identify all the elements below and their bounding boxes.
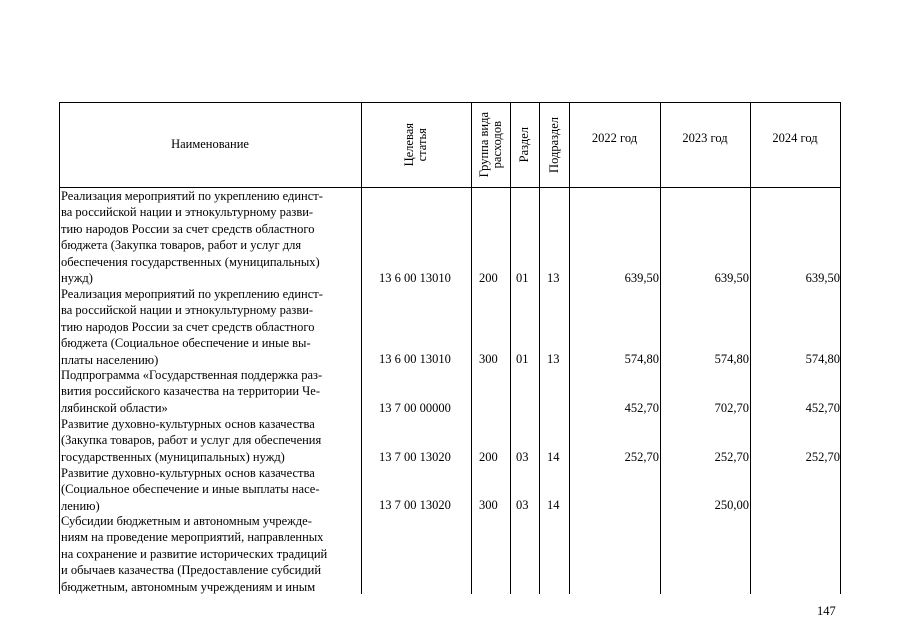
row-2-2022: 574,80 bbox=[624, 352, 659, 366]
row-3-2024: 452,70 bbox=[805, 401, 840, 415]
row-4-section: 03 bbox=[516, 450, 529, 464]
header-section-text: Раздел bbox=[517, 126, 531, 163]
header-subsection-text: Подраздел bbox=[546, 116, 561, 173]
row-2-2024: 574,80 bbox=[805, 352, 840, 366]
row-4-code: 13 7 00 13020 bbox=[379, 450, 451, 464]
row-3-2022: 452,70 bbox=[624, 401, 659, 415]
row-1-2022: 639,50 bbox=[624, 271, 659, 285]
header-group-text: Группа вида расходов bbox=[476, 111, 504, 178]
col-border bbox=[840, 102, 841, 594]
page-number: 147 bbox=[817, 604, 836, 618]
header-2022-text: 2022 год bbox=[591, 131, 638, 145]
row-2-section: 01 bbox=[516, 352, 529, 366]
header-target bbox=[361, 102, 471, 187]
row-2-group: 300 bbox=[479, 352, 498, 366]
row-4-group: 200 bbox=[479, 450, 498, 464]
row-6-name: Субсидии бюджетным и автономным учрежде- ниям на проведение мероприятий, направленных на сохранение и развитие исторических традиций и обычаев казачества (Предоставление субсидий бюджетным, автономным учреждениям и иным bbox=[61, 514, 328, 594]
row-4-2022: 252,70 bbox=[624, 450, 659, 464]
row-1-name: Реализация мероприятий по укреплению единст- ва российской нации и этнокультурному разви- тию народов России за счет средств областного бюджета (Закупка товаров, работ и услуг для обеспечения государственных (муниципальных) нужд) bbox=[61, 189, 323, 286]
row-1-2023: 639,50 bbox=[714, 271, 749, 285]
row-3-name: Подпрограмма «Государственная поддержка раз- вития российского казачества на территории Че- лябинской области» bbox=[61, 368, 323, 415]
row-5-code: 13 7 00 13020 bbox=[379, 498, 451, 512]
row-5-name: Развитие духовно-культурных основ казачества (Социальное обеспечение и иные выплаты насе- лению) bbox=[61, 466, 320, 513]
header-2024 bbox=[750, 102, 840, 187]
row-3-code: 13 7 00 00000 bbox=[379, 401, 451, 415]
row-1-2024: 639,50 bbox=[805, 271, 840, 285]
row-1-subsection: 13 bbox=[547, 271, 560, 285]
header-name bbox=[59, 102, 361, 187]
header-name-text: Наименование bbox=[171, 137, 249, 151]
row-4-2023: 252,70 bbox=[714, 450, 749, 464]
row-1-group: 200 bbox=[479, 271, 498, 285]
header-subsection bbox=[539, 102, 569, 187]
row-4-2024: 252,70 bbox=[805, 450, 840, 464]
row-1-code: 13 6 00 13010 bbox=[379, 271, 451, 285]
header-2023-text: 2023 год bbox=[682, 131, 728, 145]
header-2022 bbox=[569, 102, 660, 187]
budget-table bbox=[59, 102, 841, 594]
row-3-2023: 702,70 bbox=[714, 401, 749, 415]
header-2024-text: 2024 год bbox=[772, 131, 818, 145]
row-2-code: 13 6 00 13010 bbox=[379, 352, 451, 366]
row-5-subsection: 14 bbox=[547, 498, 560, 512]
row-4-subsection: 14 bbox=[547, 450, 560, 464]
row-5-2023: 250,00 bbox=[714, 498, 749, 512]
row-5-section: 03 bbox=[516, 498, 529, 512]
row-4-name: Развитие духовно-культурных основ казачества (Закупка товаров, работ и услуг для обеспечения государственных (муниципальных) нужд) bbox=[61, 417, 322, 464]
row-1-section: 01 bbox=[516, 271, 529, 285]
header-target-text: Целевая статья bbox=[402, 122, 429, 167]
row-2-2023: 574,80 bbox=[714, 352, 749, 366]
row-2-name: Реализация мероприятий по укреплению единст- ва российской нации и этнокультурному разви- тию народов России за счет средств областного бюджета (Социальное обеспечение и иные вы- платы населению) bbox=[61, 287, 323, 367]
header-section bbox=[510, 102, 539, 187]
header-2023 bbox=[660, 102, 750, 187]
header-group bbox=[471, 102, 510, 187]
row-2-subsection: 13 bbox=[547, 352, 560, 366]
row-5-group: 300 bbox=[479, 498, 498, 512]
